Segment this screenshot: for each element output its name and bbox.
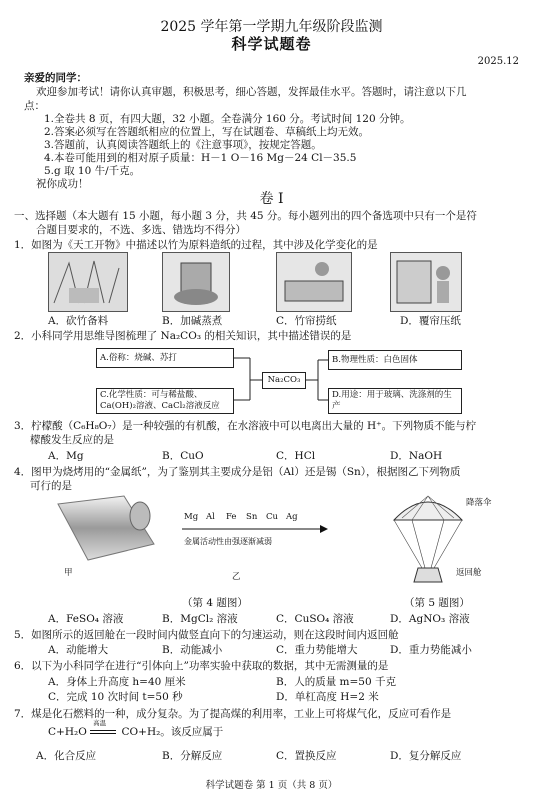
section-heading-2: 合题目要求的，不选、多选、错选均不得分） (36, 224, 246, 236)
q7-stem: 7．煤是化石燃料的一种，成分复杂。为了提高煤的利用率，工业上可将煤气化，反应可看作是 (14, 708, 452, 720)
q7-eq-left: C+H₂O (48, 726, 87, 738)
page-footer: 科学试题卷 第 1 页（共 8 页） (205, 780, 338, 791)
q4-label-jia: 甲 (64, 568, 73, 578)
q7-option-b: B．分解反应 (162, 750, 223, 762)
q1-stem: 1．如图为《天工开物》中描述以竹为原料造纸的过程，其中涉及化学变化的是 (14, 239, 378, 251)
q2-box-d (328, 388, 462, 414)
exam-title: 2025 学年第一学期九年级阶段监测 (160, 19, 383, 35)
fig4-caption: （第 4 题图） (182, 597, 248, 609)
section-title: 卷 Ⅰ (259, 191, 284, 207)
note-2: 2.答案必须写在答题纸相应的位置上，写在试题卷、草稿纸上均无效。 (44, 126, 370, 138)
q5-stem: 5．如图所示的返回舱在一段时间内做竖直向下的匀速运动，则在这段时间内返回舱 (14, 629, 399, 641)
intro-line-2: 点： (24, 100, 45, 112)
foil-roll-image (54, 494, 158, 564)
q4-label-yi: 乙 (232, 572, 241, 582)
metal-mg: Mg (184, 512, 199, 522)
q7-option-c: C．置换反应 (276, 750, 337, 762)
q7-equation (48, 719, 224, 739)
q2-stem: 2．小科同学用思维导图梳理了 Na₂CO₃ 的相关知识，其中描述错误的是 (14, 330, 352, 342)
q6-option-b: B．人的质量 m=50 千克 (276, 676, 397, 688)
q2-box-c-line2: Ca(OH)₂溶液、CaCl₂溶液反应 (100, 401, 220, 411)
q7-option-d: D．复分解反应 (390, 750, 462, 762)
q3-stem-2: 檬酸发生反应的是 (30, 434, 114, 446)
q7-reaction-arrow (90, 719, 118, 738)
exam-subtitle: 科学试题卷 (231, 35, 312, 53)
q6-option-a: A．身体上升高度 h=40 厘米 (48, 676, 186, 688)
q3-option-b: B．CuO (162, 450, 204, 462)
metal-al: Al (206, 512, 215, 522)
q3-option-d: D．NaOH (390, 450, 443, 462)
q7-eq-right: CO+H₂。该反应属于 (121, 726, 224, 738)
q3-option-c: C．HCl (276, 450, 316, 462)
q2-box-a: A.俗称：烧碱、苏打 (96, 348, 234, 368)
metal-ag: Ag (286, 512, 298, 522)
q1-option-a: A．砍竹备料 (48, 315, 109, 327)
note-4: 4.本卷可能用到的相对原子质量：H－1 O－16 Mg－24 Cl－35.5 (44, 152, 357, 164)
q6-option-c: C．完成 10 次时间 t=50 秒 (48, 691, 183, 703)
note-1: 1.全卷共 8 页，有四大题，32 小题。全卷满分 160 分。考试时间 120 分钟。 (44, 113, 411, 125)
q2-center-box: Na₂CO₃ (262, 372, 306, 389)
q4-option-d: D．AgNO₃ 溶液 (390, 613, 470, 625)
q5-option-c: C．重力势能增大 (276, 644, 358, 656)
q5-option-a: A．动能增大 (48, 644, 109, 656)
q4-stem-1: 4．图甲为烧烤用的“金属纸”，为了鉴别其主要成分是铝（Al）还是锡（Sn），根据图乙下列物质 (14, 466, 461, 478)
q7-condition: 高温 (93, 719, 107, 727)
q2-box-b: B.物理性质：白色固体 (328, 350, 462, 370)
q5-option-b: B．动能减小 (162, 644, 223, 656)
q1-option-b: B．加碱蒸煮 (162, 315, 223, 327)
activity-arrow-label: 金属活动性由强逐渐减弱 (184, 537, 272, 546)
q1-option-d: D．覆帘压纸 (400, 315, 461, 327)
metal-sn: Sn (246, 512, 258, 522)
exam-date: 2025.12 (477, 56, 519, 67)
q6-stem: 6．以下为小科同学在进行“引体向上”功率实验中获取的数据，其中无需测量的是 (14, 660, 389, 672)
metal-fe: Fe (226, 512, 237, 522)
intro-line-1: 欢迎参加考试！请你认真审题，积极思考，细心答题，发挥最佳水平。答题时，请注意以下几 (36, 86, 467, 98)
note-3: 3.答题前，认真阅读答题纸上的《注意事项》，按规定答题。 (44, 139, 322, 151)
q4-option-a: A．FeSO₄ 溶液 (48, 613, 124, 625)
parachute-label: 降落伞 (466, 498, 492, 508)
q3-option-a: A．Mg (48, 450, 84, 462)
q4-stem-2: 可行的是 (30, 480, 72, 492)
q2-box-c (96, 388, 234, 414)
q7-option-a: A．化合反应 (36, 750, 97, 762)
section-heading-1: 一、选择题（本大题有 15 小题，每小题 3 分，共 45 分。每小题列出的四个备选项中只有一个是符 (14, 210, 477, 222)
q3-stem-1: 3．柠檬酸（C₆H₈O₇）是一种较强的有机酸，在水溶液中可以电离出大量的 H⁺。下列物质不能与柠 (14, 420, 477, 432)
q1-option-c: C．竹帘捞纸 (276, 315, 337, 327)
q5-option-d: D．重力势能减小 (390, 644, 472, 656)
q2-box-d-line1: D.用途：用于玻璃、洗涤剂的生 (332, 390, 452, 400)
q4-option-c: C．CuSO₄ 溶液 (276, 613, 354, 625)
q6-option-d: D．单杠高度 H=2 米 (276, 691, 379, 703)
metal-cu: Cu (266, 512, 278, 522)
q4-option-b: B．MgCl₂ 溶液 (162, 613, 238, 625)
note-5: 5.g 取 10 牛/千克。 (44, 165, 141, 177)
q2-box-d-line2: 产 (332, 401, 341, 411)
q2-box-c-line1: C.化学性质：可与稀盐酸、 (100, 390, 203, 400)
greeting: 亲爱的同学： (24, 72, 87, 84)
fig5-caption: （第 5 题图） (404, 597, 470, 609)
activity-arrow-icon (180, 524, 330, 534)
capsule-label: 返回舱 (456, 568, 482, 578)
wish: 祝你成功！ (36, 178, 89, 190)
